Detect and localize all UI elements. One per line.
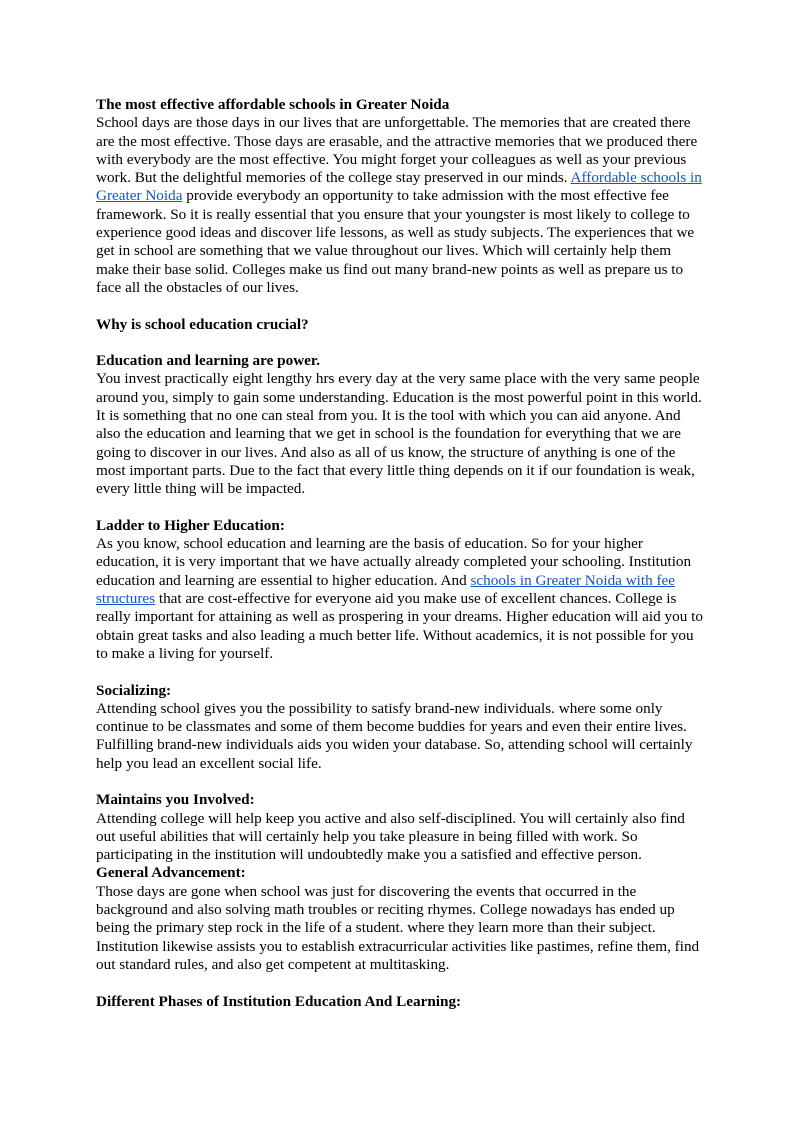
spacer (96, 499, 706, 517)
spacer (96, 974, 706, 992)
spacer (96, 773, 706, 791)
ladder-text-1: As you know, school education and learning are the basis of education. So for your higher education, it is very important that we have actually already completed your schooling. Institution education and learning are essential to higher education. And (96, 535, 692, 589)
power-heading: Education and learning are power. (96, 352, 321, 370)
ladder-paragraph (96, 535, 706, 663)
involved-heading: Maintains you Involved: (96, 791, 255, 809)
document-title: The most effective affordable schools in Greater Noida (96, 96, 450, 113)
involved-paragraph: Attending college will help keep you active and also self-disciplined. You will certainly also find out useful abilities that will certainly help you take pleasure in being filled with work. So participating in the institution will undoubtedly make you a satisfied and effective person. (96, 809, 685, 864)
spacer (96, 334, 706, 352)
document-page (96, 96, 706, 1011)
intro-paragraph (96, 114, 706, 297)
social-heading: Socializing: (96, 681, 172, 699)
affordable-schools-link[interactable]: Affordable schools in Greater Noida (96, 169, 702, 205)
ladder-heading: Ladder to Higher Education: (96, 516, 285, 534)
spacer (96, 297, 706, 315)
advancement-paragraph: Those days are gone when school was just for discovering the events that occurred in the background and also solving math troubles or reciting rhymes. College nowadays has ended up being the primary step rock in the life of a student. where they learn more than their subject. Institution likewise assists you to establish extracurricular activities like pastimes, refine them, find out standard rules, and also get competent at multitasking. (96, 882, 700, 973)
advancement-heading: General Advancement: (96, 864, 246, 882)
why-heading: Why is school education crucial? (96, 315, 309, 333)
power-paragraph: You invest practically eight lengthy hrs every day at the very same place with the very same people around you, simply to gain some understanding. Education is the most powerful point in this world. It is something that no one can steal from you. It is the tool with which you can aid anyone. And also the education and learning that we get in school is the foundation for everything that we are going to discover in our lives. And also as all of us know, the structure of anything is one of the most important parts. Due to the fact that every little thing depends on it if our foundation is weak, every little thing will be impacted. (96, 370, 702, 498)
spacer (96, 663, 706, 681)
social-paragraph: Attending school gives you the possibility to satisfy brand-new individuals. where some only continue to be classmates and some of them become buddies for years and even their entire lives. Fulfilling brand-new individuals aids you widen your database. So, attending school will certainly help you lead an excellent social life. (96, 699, 693, 772)
ladder-text-2: that are cost-effective for everyone aid you make use of excellent chances. College is really important for attaining as well as prospering in your dreams. Higher education will aid you to obtain great tasks and also leading a much better life. Without academics, it is not possible for you to make a living for yourself. (96, 590, 703, 662)
intro-text-1: School days are those days in our lives that are unforgettable. The memories that are created there are the most effective. Those days are erasable, and the attractive memories that we produced there with everybody are the most effective. You might forget your colleagues as well as your previous work. But the delightful memories of the college stay preserved in our minds. (96, 114, 698, 187)
phases-heading: Different Phases of Institution Education And Learning: (96, 992, 462, 1010)
intro-text-2: provide everybody an opportunity to take admission with the most effective fee framework. So it is really essential that you ensure that your youngster is most likely to college to experience good ideas and discover life lessons, as well as study subjects. The experiences that we get in school are something that we value throughout our lives. Which will certainly help them make their base solid. Colleges make us find out many brand-new points as well as prepare us to face all the obstacles of our lives. (96, 187, 695, 296)
schools-fee-structures-link[interactable]: schools in Greater Noida with fee structures (96, 571, 676, 608)
